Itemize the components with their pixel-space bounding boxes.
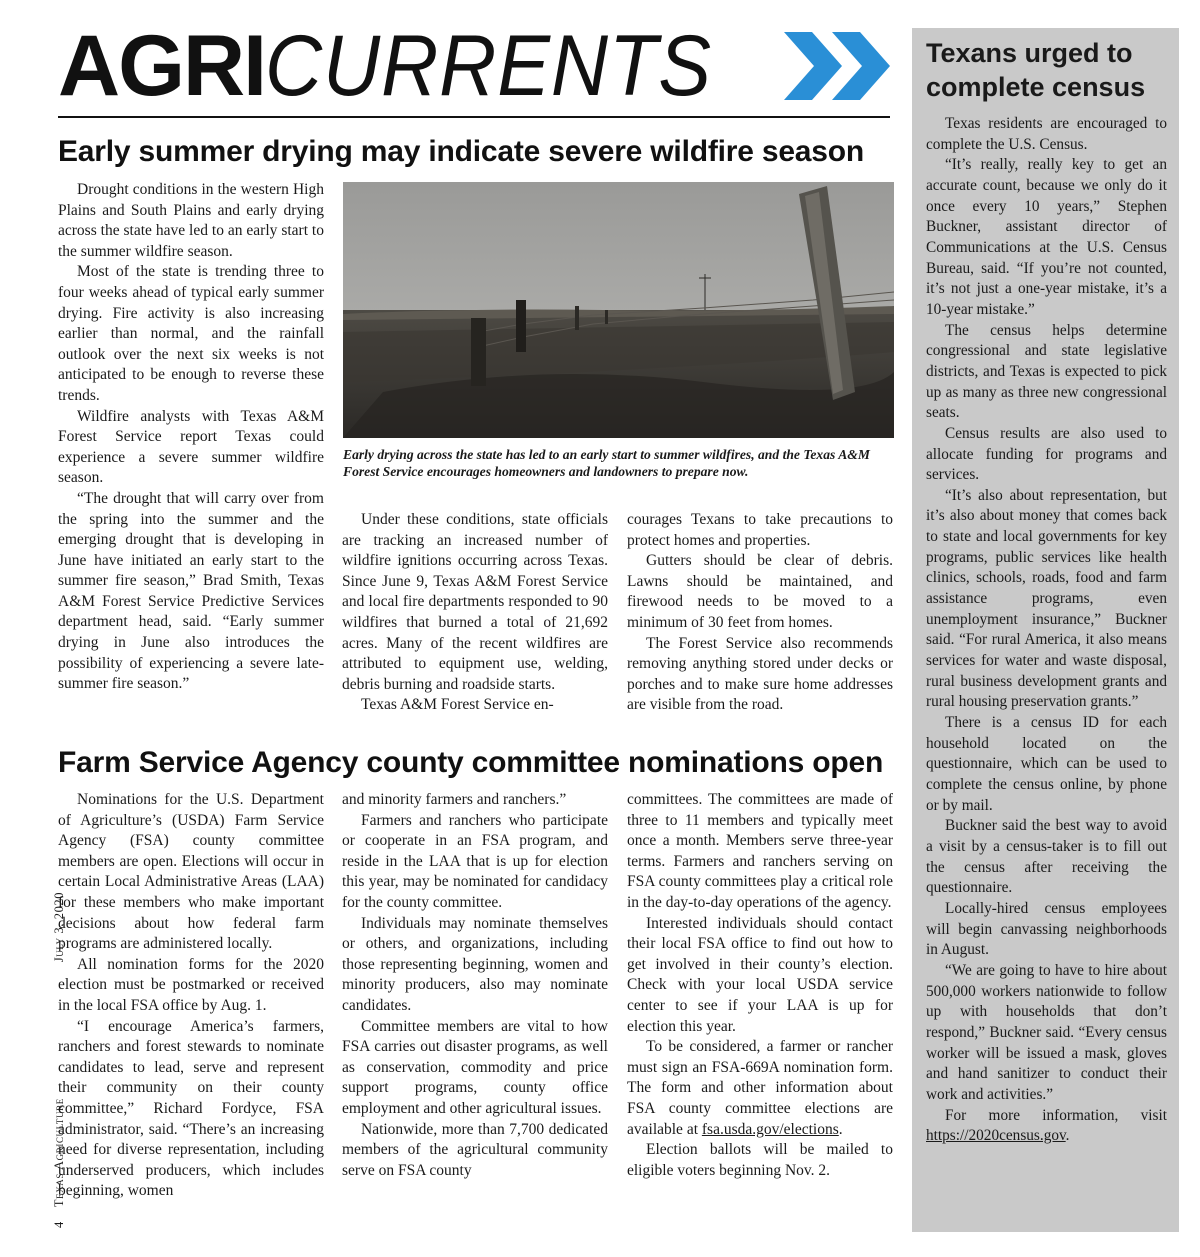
- paragraph: Committee members are vital to how FSA carries out disaster programs, as well as conservation, commodity and price support programs, county office employment and other agricultural issues.: [342, 1017, 608, 1117]
- sidebar-body: [926, 114, 1167, 1224]
- paragraph: Nominations for the U.S. Department of Agriculture’s (USDA) Farm Service Agency (FSA) county committee members are open. Elections will occur in certain Local Administrative Areas (LAA) for these members who make important decisions about how federal farm programs are administered locally.: [58, 791, 324, 953]
- article-headline-fsa: Farm Service Agency county committee nominations open: [58, 746, 884, 779]
- masthead: [58, 22, 896, 110]
- paragraph-end: .: [1065, 1127, 1070, 1145]
- paragraph: “We are going to have to hire about 500,000 workers nationwide to follow up with households that don’t respond,” Buckner said. “Every census worker will be issued a mask, gloves and hand sanitizer to conduct their work and activities.”: [926, 961, 1167, 1103]
- paragraph: Individuals may nominate themselves or others, and organizations, including those representing beginning, women and minority producers, also may nominate candidates.: [342, 914, 608, 1014]
- paragraph: Nationwide, more than 7,700 dedicated members of the agricultural community serve on FSA county: [342, 1120, 608, 1179]
- paragraph: Census results are also used to allocate funding for programs and services.: [926, 424, 1167, 484]
- masthead-agri: AGRI: [58, 22, 265, 110]
- census-link[interactable]: https://2020census.gov: [926, 1127, 1066, 1145]
- paragraph: Texas A&M Forest Service en-: [361, 696, 554, 714]
- article-wildfire-column-2: [342, 510, 608, 740]
- article-headline-wildfire: Early summer drying may indicate severe wildfire season: [58, 135, 865, 168]
- paragraph: There is a census ID for each household located on the questionnaire, which can be used to complete the census online, by phone or by mail.: [926, 714, 1167, 814]
- paragraph: Interested individuals should contact their local FSA office to find out how to get involved in their county’s election. Check with your local USDA service center to see if your LAA is up for election this year.: [627, 914, 893, 1035]
- paragraph: The census helps determine congressional and state legislative districts, and Texas is expected to pick up as many as three new congressional seats.: [926, 321, 1167, 422]
- paragraph: “It’s really, really key to get an accurate count, because we only do it once every 10 years,” Stephen Buckner, assistant director of Communications at the U.S. Census Bureau, said. “If you’re not counted, it’s not just a one-year mistake, it’s a 10-year mistake.”: [926, 156, 1167, 318]
- masthead-rule: [58, 116, 890, 118]
- article-fsa-column-1: [58, 790, 324, 1230]
- issue-date: July 3, 2020: [52, 891, 66, 963]
- paragraph: Gutters should be clear of debris. Lawns should be maintained, and firewood needs to be moved to a minimum of 30 feet from homes.: [627, 552, 893, 631]
- article-fsa-column-2: [342, 790, 608, 1230]
- photo-caption: Early drying across the state has led to an early start to summer wildfires, and the Texas A&M Forest Service encourages homeowners and landowners to prepare now.: [343, 447, 870, 479]
- paragraph: Buckner said the best way to avoid a visit by a census-taker is to fill out the census after receiving the questionnaire.: [926, 817, 1167, 897]
- paragraph: Locally-hired census employees will begin canvassing neighborhoods in August.: [926, 899, 1167, 959]
- paragraph: committees. The committees are made of three to 11 members and typically meet once a month. Members serve three-year terms. Farmers and ranchers serving on FSA county committees play a critical role in the day-to-day operations of the agency.: [627, 791, 893, 911]
- paragraph: Election ballots will be mailed to eligible voters beginning Nov. 2.: [627, 1141, 893, 1179]
- paragraph: [926, 1106, 1167, 1147]
- paragraph: Under these conditions, state officials are tracking an increased number of wildfire ignitions occurring across Texas. Since June 9, Texas A&M Forest Service and local fire departments responded to 90 wildfires that burned a total of 21,692 acres. Many of the recent wildfires are attributed to equipment use, welding, debris burning and roadside starts.: [342, 511, 608, 693]
- page-folio: [52, 892, 67, 1228]
- paragraph: “The drought that will carry over from the spring into the summer and the emerging drought that is developing in June have initiated an early start to the summer fire season,” Brad Smith, Texas A&M Forest Service Predictive Services department head, said. “Early summer drying in June also introduces the possibility of experiencing a severe late-summer fire season.”: [58, 489, 324, 693]
- article-wildfire-column-3: [627, 510, 893, 740]
- publication-name: Texas Agriculture: [52, 1098, 66, 1208]
- paragraph-end: .: [838, 1120, 843, 1138]
- paragraph: and minority farmers and ranchers.”: [342, 791, 567, 808]
- paragraph: Most of the state is trending three to four weeks ahead of typical early summer drying. Fire activity is also increasing earlier than normal, and the rainfall outlook over the next six weeks is not anticipated to be enough to reverse these trends.: [58, 263, 324, 404]
- paragraph: “It’s also about representation, but it’s also about money that comes back to state and local governments for key programs, public services like health clinics, schools, roads, food and farm assistance programs, even unemployment insurance,” Buckner said. “For rural America, it also means services for water and waste disposal, rural business development grants and rural housing preservation grants.”: [926, 486, 1167, 711]
- paragraph: Wildfire analysts with Texas A&M Forest Service report Texas could experience a severe summer wildfire season.: [58, 407, 324, 487]
- double-chevron-right-icon: [782, 30, 894, 102]
- masthead-currents: CURRENTS: [265, 22, 712, 110]
- sidebar-headline: Texans urged to complete census: [926, 38, 1146, 102]
- article-wildfire-column-1: [58, 180, 324, 740]
- paragraph: Drought conditions in the western High Plains and South Plains and early drying across the state have led to an early start to the summer wildfire season.: [58, 181, 324, 260]
- paragraph-text: For more information, visit: [945, 1106, 1167, 1124]
- wildfire-photo: [343, 182, 894, 438]
- paragraph: Farmers and ranchers who participate or cooperate in an FSA program, and reside in the LAA that is up for election this year, may be nominated for candidacy for the county committee.: [342, 811, 608, 911]
- paragraph: “I encourage America’s farmers, ranchers and forest stewards to nominate candidates to lead, serve and represent their community on their county committee,” Richard Fordyce, FSA administrator, said. “There’s an increasing need for diverse representation, including underserved producers, which includes beginning, women: [58, 1017, 324, 1200]
- article-fsa-column-3: [627, 790, 893, 1230]
- census-sidebar: [912, 28, 1179, 1232]
- paragraph: courages Texans to take precautions to protect homes and properties.: [627, 511, 893, 549]
- paragraph: [627, 1037, 893, 1140]
- paragraph: Texas residents are encouraged to complete the U.S. Census.: [926, 115, 1167, 153]
- fsa-elections-link[interactable]: fsa.usda.gov/elections: [701, 1120, 839, 1138]
- paragraph: All nomination forms for the 2020 election must be postmarked or received in the local FSA office by Aug. 1.: [58, 955, 324, 1014]
- paragraph: The Forest Service also recommends removing anything stored under decks or porches and to make sure home addresses are visible from the road.: [627, 634, 893, 714]
- page-number: 4: [52, 1221, 66, 1228]
- paragraph-text: To be considered, a farmer or rancher must sign an FSA-669A nomination form. The form and other information about FSA county committee elections are available at: [627, 1038, 893, 1138]
